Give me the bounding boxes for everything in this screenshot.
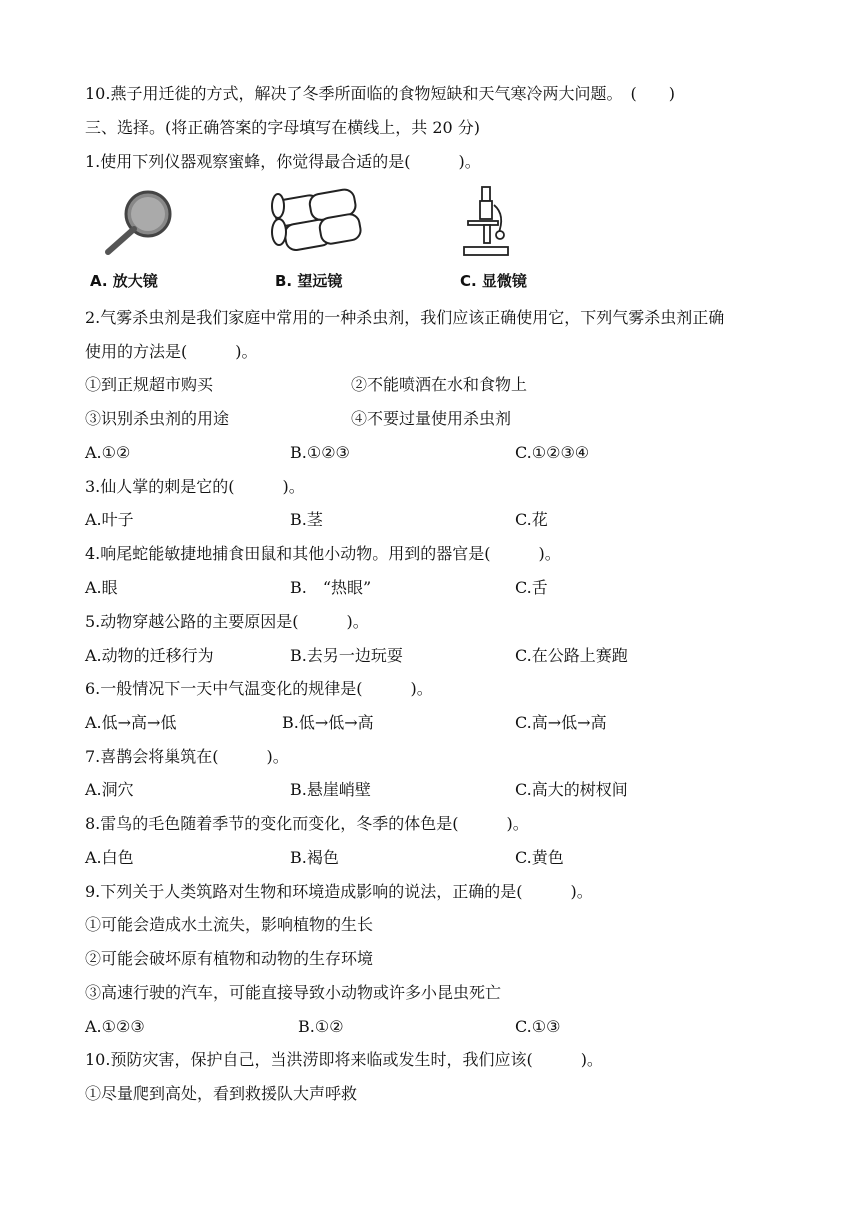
question-2-line-2: 使用的方法是( )。 bbox=[85, 342, 258, 361]
q3-option-a: A.叶子 bbox=[85, 510, 134, 529]
question-5: 5.动物穿越公路的主要原因是( )。 bbox=[85, 612, 369, 631]
option-c-microscope-label: C. 显微镜 bbox=[460, 272, 527, 290]
microscope-image bbox=[460, 185, 515, 260]
option-a-magnifier-label: A. 放大镜 bbox=[90, 272, 158, 290]
question-10: 10.预防灾害，保护自己，当洪涝即将来临或发生时，我们应该( )。 bbox=[85, 1050, 603, 1069]
q4-option-b: B. “热眼” bbox=[290, 578, 372, 597]
q9-statement-2: ②可能会破坏原有植物和动物的生存环境 bbox=[85, 949, 374, 968]
q5-option-c: C.在公路上赛跑 bbox=[515, 646, 628, 665]
q8-option-b: B.褐色 bbox=[290, 848, 339, 867]
line-true-false-10: 10.燕子用迁徙的方式，解决了冬季所面临的食物短缺和天气寒冷两大问题。 ( ) bbox=[85, 84, 675, 103]
question-7: 7.喜鹊会将巢筑在( )。 bbox=[85, 747, 289, 766]
q5-option-b: B.去另一边玩耍 bbox=[290, 646, 403, 665]
q6-option-a: A.低→高→低 bbox=[85, 713, 177, 732]
q2-option-c: C.①②③④ bbox=[515, 443, 590, 462]
question-8: 8.雷鸟的毛色随着季节的变化而变化，冬季的体色是( )。 bbox=[85, 814, 529, 833]
q2-statement-2: ②不能喷洒在水和食物上 bbox=[351, 375, 528, 394]
q4-option-c: C.舌 bbox=[515, 578, 548, 597]
q8-option-a: A.白色 bbox=[85, 848, 134, 867]
binoculars-image bbox=[265, 188, 365, 258]
q7-option-b: B.悬崖峭壁 bbox=[290, 780, 371, 799]
question-2-line-1: 2.气雾杀虫剂是我们家庭中常用的一种杀虫剂，我们应该正确使用它，下列气雾杀虫剂正确 bbox=[85, 308, 725, 327]
q3-option-b: B.茎 bbox=[290, 510, 323, 529]
q2-statement-3: ③识别杀虫剂的用途 bbox=[85, 409, 230, 428]
option-b-binoculars-label: B. 望远镜 bbox=[275, 272, 343, 290]
question-3: 3.仙人掌的刺是它的( )。 bbox=[85, 477, 305, 496]
question-9: 9.下列关于人类筑路对生物和环境造成影响的说法，正确的是( )。 bbox=[85, 882, 593, 901]
q9-option-a: A.①②③ bbox=[85, 1017, 145, 1036]
question-6: 6.一般情况下一天中气温变化的规律是( )。 bbox=[85, 679, 433, 698]
question-4: 4.响尾蛇能敏捷地捕食田鼠和其他小动物。用到的器官是( )。 bbox=[85, 544, 561, 563]
q7-option-a: A.洞穴 bbox=[85, 780, 134, 799]
q2-statement-4: ④不要过量使用杀虫剂 bbox=[351, 409, 512, 428]
q10-statement-1: ①尽量爬到高处，看到救援队大声呼救 bbox=[85, 1084, 358, 1103]
q2-option-a: A.①② bbox=[85, 443, 131, 462]
q9-option-c: C.①③ bbox=[515, 1017, 561, 1036]
q4-option-a: A.眼 bbox=[85, 578, 118, 597]
section-heading-choice: 三、选择。(将正确答案的字母填写在横线上，共 20 分) bbox=[85, 118, 481, 137]
q7-option-c: C.高大的树杈间 bbox=[515, 780, 628, 799]
question-1: 1.使用下列仪器观察蜜蜂，你觉得最合适的是( )。 bbox=[85, 152, 481, 171]
magnifier-image bbox=[100, 188, 180, 258]
q2-statement-1: ①到正规超市购买 bbox=[85, 375, 214, 394]
q3-option-c: C.花 bbox=[515, 510, 548, 529]
q5-option-a: A.动物的迁移行为 bbox=[85, 646, 214, 665]
q6-option-c: C.高→低→高 bbox=[515, 713, 607, 732]
q9-option-b: B.①② bbox=[298, 1017, 344, 1036]
q9-statement-1: ①可能会造成水土流失，影响植物的生长 bbox=[85, 915, 374, 934]
q8-option-c: C.黄色 bbox=[515, 848, 564, 867]
q9-statement-3: ③高速行驶的汽车，可能直接导致小动物或许多小昆虫死亡 bbox=[85, 983, 502, 1002]
q2-option-b: B.①②③ bbox=[290, 443, 350, 462]
q6-option-b: B.低→低→高 bbox=[282, 713, 374, 732]
